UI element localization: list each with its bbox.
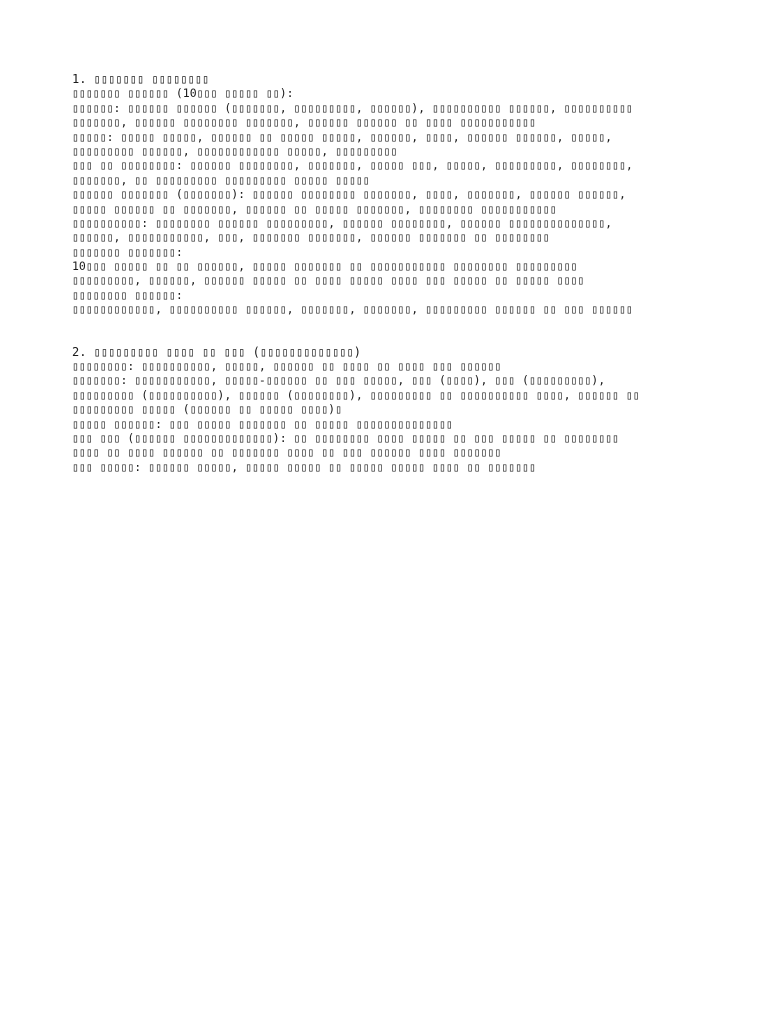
text-line: ▯▯▯▯▯▯▯▯▯ (▯▯▯▯▯▯▯▯▯▯), ▯▯▯▯▯▯ (▯▯▯▯▯▯▯▯), ▯▯▯▯▯▯▯▯▯ ▯▯ ▯▯▯▯▯▯▯▯▯▯ ▯▯▯▯, ▯▯▯▯▯▯ ▯▯ (72, 387, 640, 402)
text-line: ▯▯▯ ▯▯▯▯▯: ▯▯▯▯▯▯ ▯▯▯▯▯, ▯▯▯▯▯ ▯▯▯▯▯ ▯▯ ▯▯▯▯▯ ▯▯▯▯▯ ▯▯▯▯ ▯▯ ▯▯▯▯▯▯▯ (72, 459, 536, 474)
text-line: ▯▯▯▯ ▯▯ ▯▯▯▯ ▯▯▯▯▯▯ ▯▯ ▯▯▯▯▯▯▯ ▯▯▯▯ ▯▯ ▯▯▯ ▯▯▯▯▯▯ ▯▯▯▯ ▯▯▯▯▯▯▯ (72, 445, 502, 460)
text-line: ▯▯▯▯▯▯▯▯▯▯▯▯, ▯▯▯▯▯▯▯▯▯▯ ▯▯▯▯▯▯, ▯▯▯▯▯▯▯, ▯▯▯▯▯▯▯, ▯▯▯▯▯▯▯▯▯ ▯▯▯▯▯▯ ▯▯ ▯▯▯ ▯▯▯▯▯▯ (72, 302, 633, 317)
text-line: ▯▯▯▯▯▯▯ ▯▯▯▯▯▯▯: (72, 244, 183, 259)
text-line: ▯▯▯▯▯▯▯ ▯▯▯▯▯▯ (10▯▯▯ ▯▯▯▯▯ ▯▯): (72, 86, 294, 101)
text-line: ▯▯▯▯▯: ▯▯▯▯▯ ▯▯▯▯▯, ▯▯▯▯▯▯ ▯▯ ▯▯▯▯▯ ▯▯▯▯▯, ▯▯▯▯▯▯, ▯▯▯▯, ▯▯▯▯▯▯ ▯▯▯▯▯▯, ▯▯▯▯▯, (72, 129, 613, 144)
section-2 (72, 345, 712, 475)
text-line: ▯▯▯▯▯▯ ▯▯▯▯▯▯▯ (▯▯▯▯▯▯▯): ▯▯▯▯▯▯ ▯▯▯▯▯▯▯▯ ▯▯▯▯▯▯▯, ▯▯▯▯, ▯▯▯▯▯▯▯, ▯▯▯▯▯▯ ▯▯▯▯▯▯, (72, 187, 626, 202)
text-line: ▯▯▯▯▯▯, ▯▯▯▯▯▯▯▯▯▯▯, ▯▯▯, ▯▯▯▯▯▯▯ ▯▯▯▯▯▯▯, ▯▯▯▯▯▯ ▯▯▯▯▯▯▯ ▯▯ ▯▯▯▯▯▯▯▯ (72, 230, 550, 245)
text-line: ▯▯▯▯▯ ▯▯▯▯▯▯: ▯▯▯ ▯▯▯▯▯ ▯▯▯▯▯▯▯ ▯▯ ▯▯▯▯▯ ▯▯▯▯▯▯▯▯▯▯▯▯▯▯ (72, 416, 453, 431)
text-line: ▯▯▯▯▯ ▯▯▯▯▯▯ ▯▯ ▯▯▯▯▯▯▯, ▯▯▯▯▯▯ ▯▯ ▯▯▯▯▯ ▯▯▯▯▯▯▯, ▯▯▯▯▯▯▯▯ ▯▯▯▯▯▯▯▯▯▯▯ (72, 201, 557, 216)
text-line: ▯▯▯▯▯▯▯, ▯▯ ▯▯▯▯▯▯▯▯▯ ▯▯▯▯▯▯▯▯▯ ▯▯▯▯▯ ▯▯▯▯▯ (72, 172, 370, 187)
text-line: ▯▯▯▯▯▯▯▯▯, ▯▯▯▯▯▯, ▯▯▯▯▯▯ ▯▯▯▯▯ ▯▯ ▯▯▯▯ ▯▯▯▯▯ ▯▯▯▯ ▯▯▯ ▯▯▯▯▯ ▯▯ ▯▯▯▯▯ ▯▯▯▯ (72, 273, 585, 288)
text-line: ▯▯▯▯▯▯▯, ▯▯▯▯▯▯ ▯▯▯▯▯▯▯▯ ▯▯▯▯▯▯▯, ▯▯▯▯▯▯ ▯▯▯▯▯▯ ▯▯ ▯▯▯▯ ▯▯▯▯▯▯▯▯▯▯▯ (72, 115, 536, 130)
text-line: ▯▯▯▯▯▯▯▯ ▯▯▯▯▯▯: (72, 287, 183, 302)
section-1 (72, 72, 712, 317)
text-line: ▯▯▯▯▯▯▯▯▯▯: ▯▯▯▯▯▯▯▯ ▯▯▯▯▯▯ ▯▯▯▯▯▯▯▯▯, ▯▯▯▯▯▯ ▯▯▯▯▯▯▯▯, ▯▯▯▯▯▯ ▯▯▯▯▯▯▯▯▯▯▯▯▯▯, (72, 215, 613, 230)
text-line: ▯▯▯▯▯▯▯: ▯▯▯▯▯▯▯▯▯▯▯, ▯▯▯▯▯-▯▯▯▯▯▯ ▯▯ ▯▯▯ ▯▯▯▯▯, ▯▯▯ (▯▯▯▯), ▯▯▯ (▯▯▯▯▯▯▯▯▯), (72, 373, 606, 388)
text-line: ▯▯▯▯▯▯▯▯▯ ▯▯▯▯▯ (▯▯▯▯▯▯ ▯▯ ▯▯▯▯▯ ▯▯▯▯)▯ (72, 402, 343, 417)
text-line: ▯▯▯▯▯▯: ▯▯▯▯▯▯ ▯▯▯▯▯▯ (▯▯▯▯▯▯▯, ▯▯▯▯▯▯▯▯▯, ▯▯▯▯▯▯), ▯▯▯▯▯▯▯▯▯▯ ▯▯▯▯▯▯, ▯▯▯▯▯▯▯▯▯▯ (72, 100, 633, 115)
section-heading: 1. ▯▯▯▯▯▯▯ ▯▯▯▯▯▯▯▯ (72, 72, 210, 86)
document-page (72, 72, 712, 474)
text-line: ▯▯▯ ▯▯ ▯▯▯▯▯▯▯▯: ▯▯▯▯▯▯ ▯▯▯▯▯▯▯▯, ▯▯▯▯▯▯▯, ▯▯▯▯▯ ▯▯▯, ▯▯▯▯▯, ▯▯▯▯▯▯▯▯▯, ▯▯▯▯▯▯▯▯, (72, 158, 633, 173)
text-line: ▯▯▯ ▯▯▯ (▯▯▯▯▯▯ ▯▯▯▯▯▯▯▯▯▯▯▯▯): ▯▯ ▯▯▯▯▯▯▯▯ ▯▯▯▯ ▯▯▯▯▯ ▯▯ ▯▯▯ ▯▯▯▯▯ ▯▯ ▯▯▯▯▯▯▯▯ (72, 430, 619, 445)
text-line: ▯▯▯▯▯▯▯▯: ▯▯▯▯▯▯▯▯▯▯, ▯▯▯▯▯, ▯▯▯▯▯▯ ▯▯ ▯▯▯▯ ▯▯ ▯▯▯▯ ▯▯▯ ▯▯▯▯▯▯ (72, 359, 502, 374)
text-line: ▯▯▯▯▯▯▯▯▯ ▯▯▯▯▯▯, ▯▯▯▯▯▯▯▯▯▯▯▯ ▯▯▯▯▯, ▯▯▯▯▯▯▯▯▯ (72, 143, 398, 158)
section-heading: 2. ▯▯▯▯▯▯▯▯▯ ▯▯▯▯ ▯▯ ▯▯▯ (▯▯▯▯▯▯▯▯▯▯▯▯▯) (72, 344, 361, 359)
text-line: 10▯▯▯ ▯▯▯▯▯ ▯▯ ▯▯ ▯▯▯▯▯▯, ▯▯▯▯▯ ▯▯▯▯▯▯▯ ▯▯ ▯▯▯▯▯▯▯▯▯▯▯ ▯▯▯▯▯▯▯▯ ▯▯▯▯▯▯▯▯▯ (72, 259, 578, 274)
